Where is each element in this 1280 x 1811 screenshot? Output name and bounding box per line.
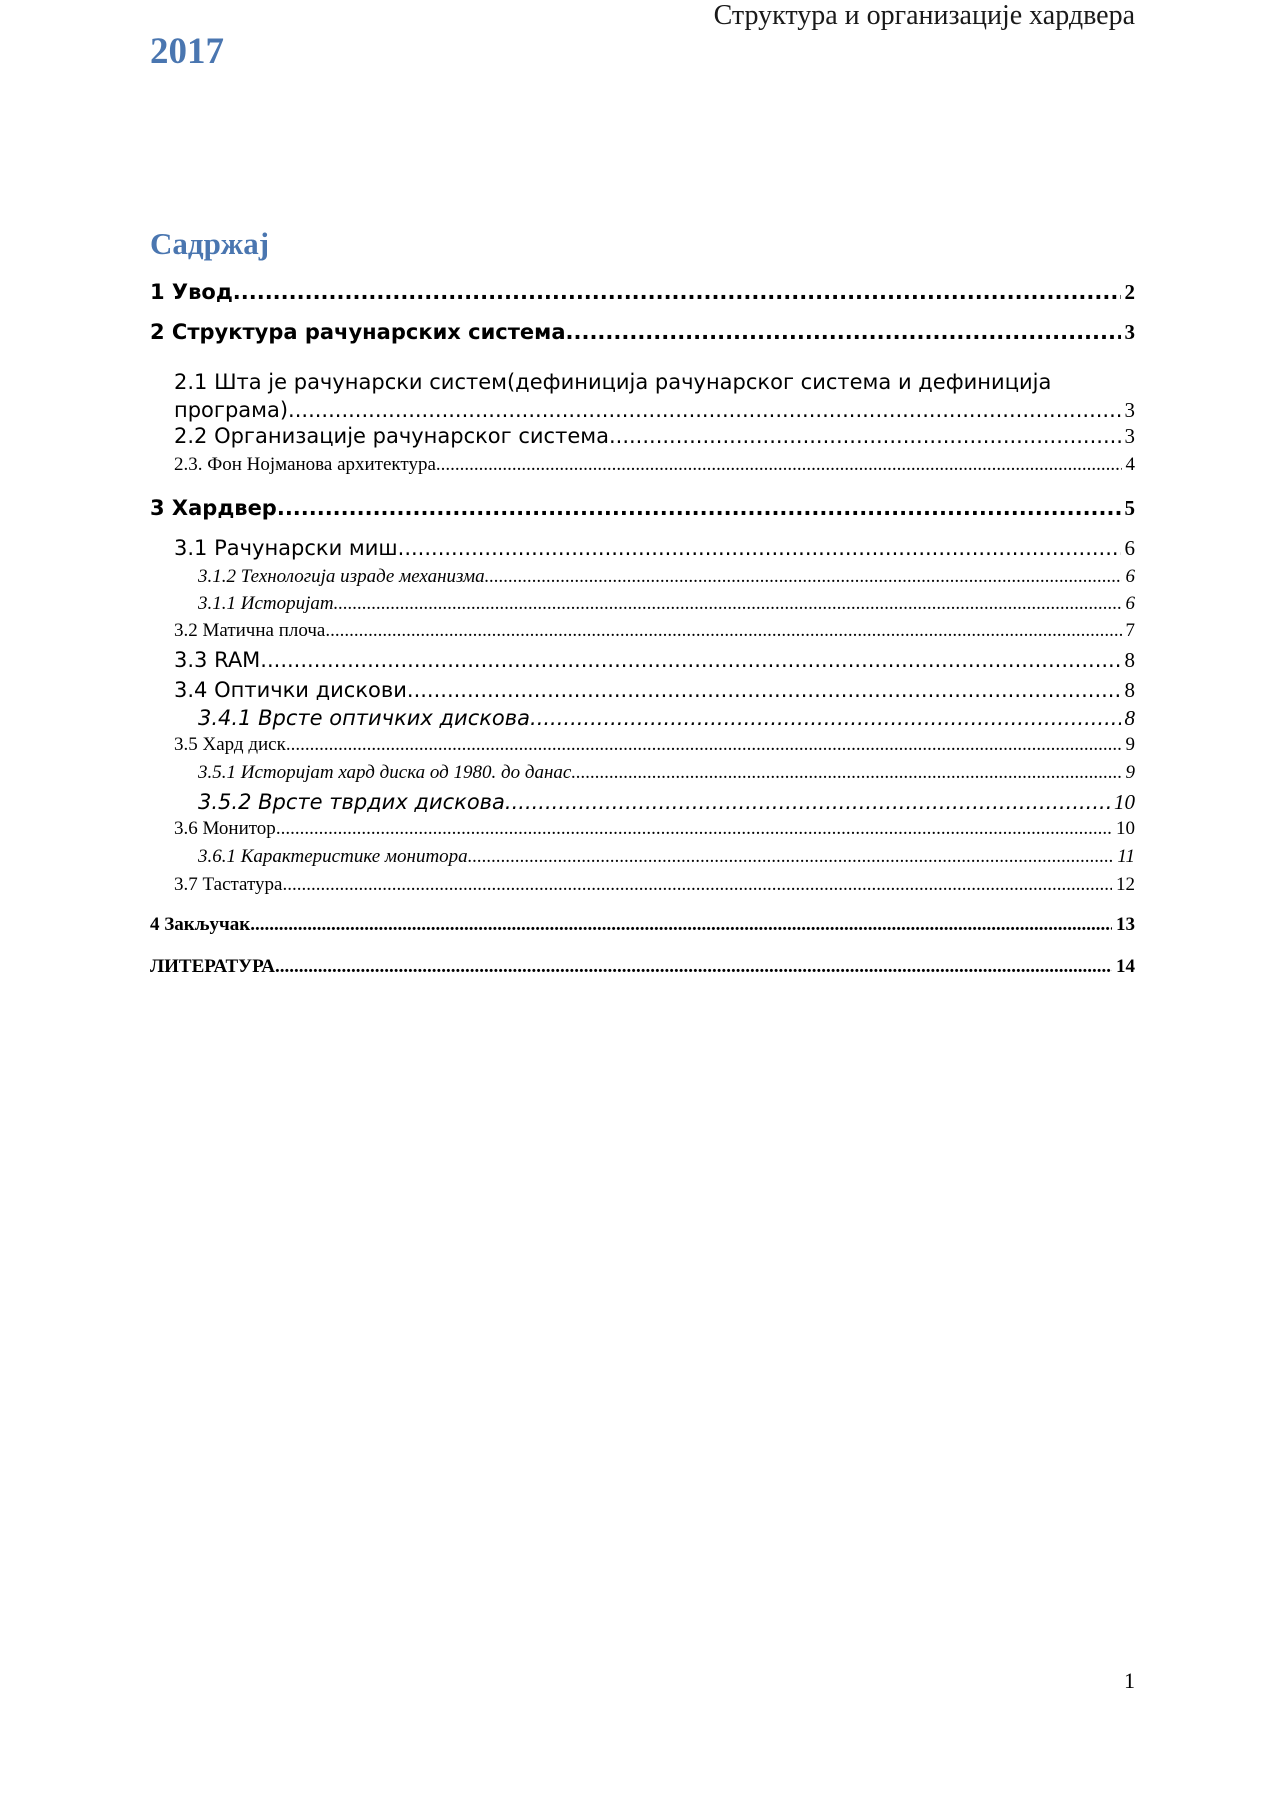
toc-leader [485,566,1122,588]
page-number: 1 [1124,1668,1135,1693]
toc-entry-page: 6 [1125,566,1135,587]
toc-entry-label: 3.6.1 Карактеристике монитора [198,846,468,867]
toc-entry-page: 13 [1116,914,1135,935]
toc-entry-page: 3 [1124,424,1135,448]
toc-entry-page: 9 [1125,762,1135,783]
toc-heading: Садржај [150,226,270,261]
toc-entry-page: 10 [1114,790,1135,814]
document-header-title: Структура и организације хардвера [713,0,1135,31]
toc-entry-page: 11 [1117,846,1135,867]
toc-entry[interactable] [150,818,1135,846]
toc-entry-label: 3.2 Матична плоча [174,620,326,641]
toc-entry-page: 5 [1124,496,1135,520]
toc-leader [286,734,1122,756]
toc-entry-label: 3.5.2 Врсте тврдих дискова [198,790,505,814]
toc-entry-label: 4 Закључак [150,914,251,935]
toc-leader [571,762,1121,784]
toc-entry[interactable] [150,706,1135,734]
toc-entry-page: 12 [1116,874,1135,895]
toc-entry-label: 3.5.1 Историјат хард диска од 1980. до данас [198,762,572,783]
toc-leader [530,706,1120,730]
toc-entry[interactable] [150,874,1135,914]
toc-entry-label: 3.5 Хард диск [174,734,286,755]
toc-entry-label: 1 Увод [150,280,233,304]
toc-entry-label: 3.1.2 Технологија израде механизма [198,566,485,587]
toc-leader [250,914,1112,936]
toc-entry[interactable] [150,566,1135,593]
toc-entry-page: 8 [1124,706,1135,730]
toc-entry-label: ЛИТЕРАТУРА [150,956,276,977]
toc-entry[interactable] [150,424,1135,454]
toc-leader [398,536,1121,560]
toc-leader [505,790,1110,814]
toc-entry-label: 3 Хардвер [150,496,277,520]
toc-leader [277,496,1121,520]
toc-entry-page: 7 [1125,620,1135,641]
toc-entry-page: 9 [1125,734,1135,755]
toc-entry-page: 3 [1124,398,1135,422]
toc-entry[interactable] [150,678,1135,706]
toc-entry[interactable] [150,648,1135,678]
toc-leader [407,678,1121,702]
toc-entry-page: 6 [1125,593,1135,614]
toc-entry[interactable] [150,320,1135,364]
toc-leader [436,454,1122,476]
toc-entry-label: 3.4.1 Врсте оптичких дискова [198,706,531,730]
toc-leader [275,956,1112,978]
toc-leader [276,818,1112,840]
toc-entry[interactable] [150,762,1135,790]
toc-entry[interactable] [150,914,1135,956]
toc-entry-label: 3.4 Оптички дискови [174,678,407,702]
toc-entry-label: 3.1.1 Историјат [198,593,334,614]
toc-entry[interactable] [150,846,1135,874]
toc-leader [609,424,1121,448]
toc-leader [282,874,1112,896]
toc-leader [566,320,1121,344]
toc-entry-label: 3.3 RAM [174,648,261,672]
toc-entry[interactable] [150,620,1135,648]
toc-entry-page: 14 [1116,956,1135,977]
toc-leader [334,593,1122,615]
toc-entry-label-line2: програма) [174,398,289,422]
toc-entry[interactable] [150,790,1135,818]
toc-entry[interactable] [150,593,1135,620]
toc-leader [260,648,1120,672]
toc-leader [325,620,1121,642]
toc-entry-label: 3.6 Монитор [174,818,276,839]
toc-entry-label: 3.7 Тастатура [174,874,283,895]
toc-entry-page: 10 [1116,818,1135,839]
toc-entry-label-line1: 2.1 Шта је рачунарски систем(дефиниција рачунарског система и дефиниција [174,370,1052,394]
toc-entry-label: 2.3. Фон Нојманова архитектура [174,454,436,475]
toc-entry-page: 8 [1124,678,1135,702]
toc-leader [233,280,1121,304]
table-of-contents [150,276,1135,986]
toc-entry-label: 2.2 Организације рачунарског система [174,424,609,448]
toc-entry[interactable] [150,536,1135,566]
toc-entry[interactable] [150,280,1135,320]
toc-entry-label: 3.1 Рачунарски миш [174,536,398,560]
toc-entry[interactable] [150,734,1135,762]
toc-entry-label: 2 Структура рачунарских система [150,320,566,344]
toc-entry-page: 8 [1124,648,1135,672]
toc-entry[interactable] [150,368,1135,424]
toc-entry-page: 4 [1125,454,1135,475]
toc-entry[interactable] [150,496,1135,536]
document-header-year: 2017 [150,31,224,72]
toc-leader [468,846,1114,868]
toc-entry[interactable] [150,454,1135,496]
toc-entry-page: 6 [1124,536,1135,560]
toc-entry[interactable] [150,956,1135,986]
toc-entry-page: 3 [1124,320,1135,344]
toc-entry-page: 2 [1124,280,1135,304]
toc-leader [288,396,1120,424]
